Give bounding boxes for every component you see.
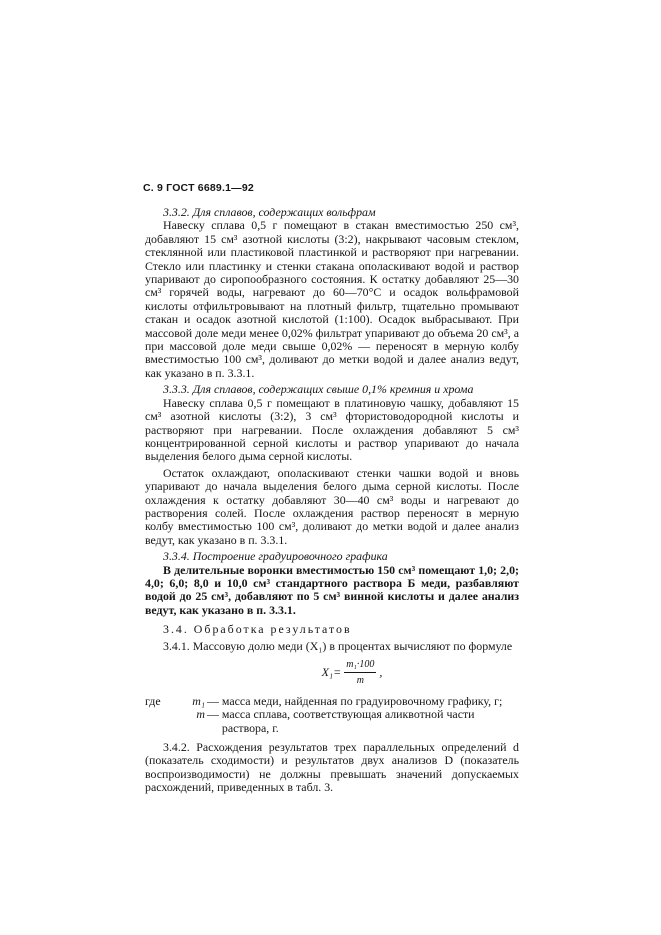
definition-symbol: m xyxy=(196,707,205,722)
section-heading-3-4: 3.4. Обработка результатов xyxy=(163,622,352,637)
formula-fraction xyxy=(344,658,376,688)
definition-text: масса меди, найденная по градуировочному графику, г; xyxy=(221,693,503,708)
formula-numerator: m₁·100 xyxy=(344,658,376,673)
formula-denominator: m xyxy=(356,675,364,687)
section-heading-3-3-2: 3.3.2. Для сплавов, содержащих вольфрам xyxy=(163,205,376,219)
paragraph-3-3-3-a: Навеску сплава 0,5 г помещают в платиновую чашку, добавляют 15 см³ азотной кислоты (3:2), 3 см³ фтористоводородной кислоты и растворяют при нагревании. После охлаждения добавляют 5 см³ концентрированной серной кислоты и раствор упаривают до начала выделения белого дыма серной кислоты. xyxy=(145,395,519,464)
variable-definitions xyxy=(145,695,519,735)
paragraph-3-4-1: 3.4.1. Массовую долю меди (X₁) в процентах вычисляют по формуле xyxy=(163,638,513,653)
paragraph-3-3-3-b: Остаток охлаждают, ополаскивают стенки чашки водой и вновь упаривают до начала выделения белого дыма серной кислоты. После охлаждения к остатку добавляют 30—40 см³ воды и нагревают до растворения солей. После охлаждения раствор переносят в мерную колбу вместимостью 100 см³, доливают до метки водой и далее анализ ведут, как указано в п. 3.3.1. xyxy=(145,465,519,547)
section-heading-3-3-3: 3.3.3. Для сплавов, содержащих свыше 0,1% кремния и хрома xyxy=(163,382,474,397)
document-body xyxy=(145,206,519,795)
where-label: где xyxy=(145,693,161,708)
formula-lhs: X₁= xyxy=(321,665,342,680)
definition-row xyxy=(145,708,519,735)
definition-text: масса сплава, соответствующая аликвотной части раствора, г. xyxy=(221,707,475,735)
paragraph-3-3-2: Навеску сплава 0,5 г помещают в стакан вместимостью 250 см³, добавляют 15 см³ азотной кислоты (3:2), накрывают часовым стеклом, стеклянной или пластиковой пластинкой и растворяют при нагревании. Стекло или пластинку и стенки стакана ополаскивают водой и раствор упаривают до сиропообразного состояния. К остатку добавляют 25—30 см³ горячей воды, нагревают до 60—70°С и осадок вольфрамовой кислоты отфильтровывают на плотный фильтр, тщательно промывают стакан и осадок азотной кислотой (1:100). Осадок выбрасывают. При массовой доле меди менее 0,02% фильтрат упаривают до объема 20 см³, а при массовой доле меди свыше 0,02% — переносят в мерную колбу вместимостью 100 см³, доливают до метки водой и далее анализ ведут, как указано в п. 3.3.1. xyxy=(145,218,519,380)
definition-dash: — xyxy=(207,707,219,722)
definition-row xyxy=(145,695,519,708)
paragraph-3-4-2: 3.4.2. Расхождения результатов трех параллельных определений d (показатель сходимости) и результатов двух анализов D (показатель воспроизводимости) не должны превышать значений допускаемых расхождений, приведенных в табл. 3. xyxy=(145,740,519,795)
page-header: С. 9 ГОСТ 6689.1—92 xyxy=(143,182,254,194)
formula-tail: , xyxy=(379,665,383,680)
section-heading-3-3-4: 3.3.4. Построение градуировочного графика xyxy=(163,549,388,564)
formula-x1 xyxy=(185,658,519,688)
paragraph-3-3-4: В делительные воронки вместимостью 150 см³ помещают 1,0; 2,0; 4,0; 6,0; 8,0 и 10,0 см³ стандартного раствора Б меди, разбавляют водой до 25 см³, добавляют по 5 см³ винной кислоты и далее анализ ведут, как указано в п. 3.3.1. xyxy=(145,562,519,617)
definition-symbol: m₁ xyxy=(192,693,205,708)
definition-dash: — xyxy=(207,693,219,708)
